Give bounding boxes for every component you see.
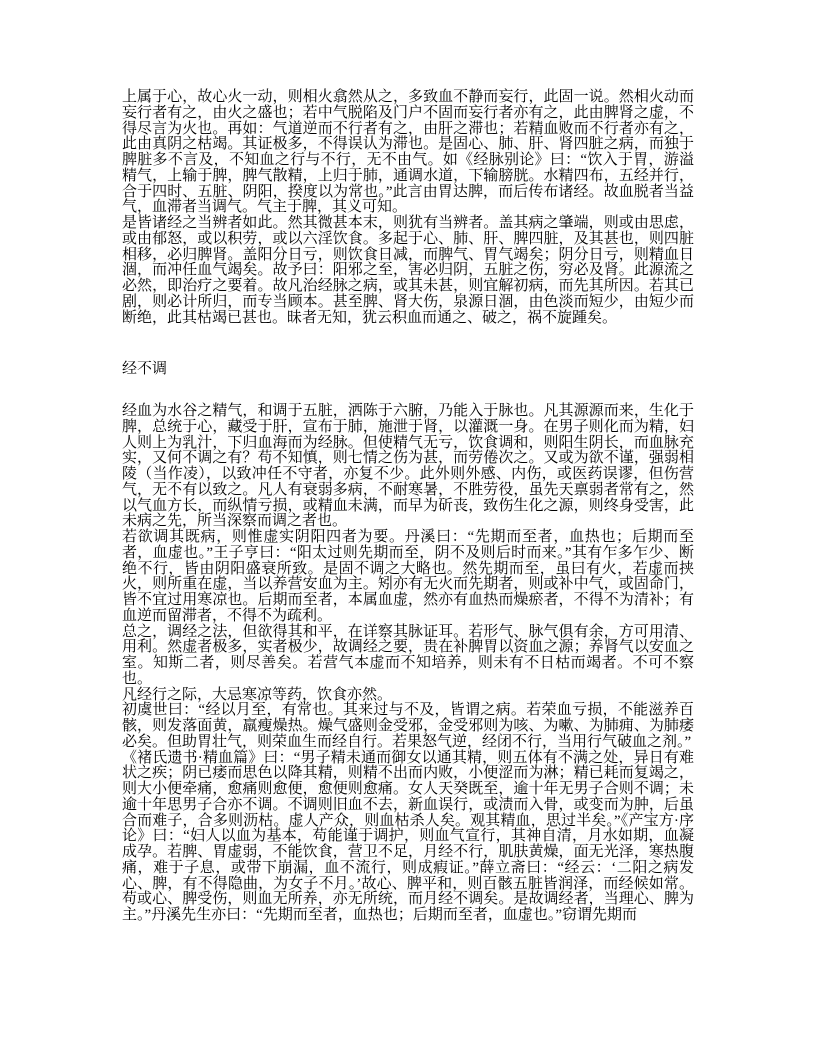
- body-paragraph-2: 若欲调其既病，则惟虚实阴阳四者为要。丹溪曰：“先期而至者，血热也；后期而至者，血虚也。”王子亨曰：“阳太过则先期而至，阴不及则后时而来。”其有乍多乍少、断绝不行，皆由阴阳盛衰所致。是固不调之大略也。然先期而至，虽曰有火，若虚而挟火，则所重在虚，当以养营安血为主。矧亦有无火而先期者，则或补中气，或固命门，皆不宜过用寒凉也。后期而至者，本属血虚，然亦有血热而燥瘀者，不得不为清补；有血逆而留滞者，不得不为疏利。: [122, 529, 694, 624]
- body-section: [122, 404, 694, 924]
- intro-paragraph-2: 是皆诸经之当辨者如此。然其微甚本末，则犹有当辨者。盖其病之肇端，则或由思虑，或由郁怒，或以积劳，或以六淫饮食。多起于心、肺、肝、脾四脏，及其甚也，则四脏相移，必归脾肾。盖阳分日亏，则饮食日减，而脾气、胃气竭矣；阴分日亏，则精血日涸，而冲任血气竭矣。故予曰：阳邪之至，害必归阴，五脏之伤，穷必及肾。此源流之必然，即治疗之要着。故凡治经脉之病，或其未甚，则宜解初病，而先其所因。若其已剧，则必计所归，而专当顾本。甚至脾、肾大伤，泉源日涸，由色淡而短少，由短少而断绝，此其枯竭已甚也。昧者无知，犹云积血而通之、破之，祸不旋踵矣。: [122, 215, 694, 326]
- body-paragraph-3: 总之，调经之法，但欲得其和平，在详察其脉证耳。若形气、脉气俱有余，方可用清、用利。然虚者极多，实者极少，故调经之要，贵在补脾胃以资血之源；养肾气以安血之室。知斯二者，则尽善矣。若营气本虚而不知培养，则未有不日枯而竭者。不可不察也。: [122, 623, 694, 687]
- section-heading: 经不调: [122, 361, 168, 378]
- body-paragraph-5: 初虞世曰：“经以月至，有常也。其来过与不及，皆谓之病。若荣血亏损，不能滋养百骸，则发落面黄，羸瘦燥热。燥气盛则金受邪，金受邪则为咳、为嗽、为肺痈、为肺痿必矣。但助胃壮气，则荣血生而经自行。若果怒气逆，经闭不行，当用行气破血之剂。”: [122, 702, 694, 750]
- body-paragraph-6: 《褚氏遗书·精血篇》曰：“男子精未通而御女以通其精，则五体有不满之处，异日有难状之疾；阴已痿而思色以降其精，则精不出而内败，小便涩而为淋；精已耗而复竭之，则大小便牵痛，愈痛则愈便，愈便则愈痛。女人天癸既至，逾十年无男子合则不调；未逾十年思男子合亦不调。不调则旧血不去，新血误行，或渍而入骨，或变而为肿，后虽合而难子，合多则沥枯。虚人产众，则血枯杀人矣。观其精血，思过半矣。”《产宝方·序论》曰：“妇人以血为基本，苟能谨于调护，则血气宣行，其神自清，月水如期，血凝成孕。若脾、胃虚弱，不能饮食，营卫不足，月经不行，肌肤黄燥，面无光泽，寒热腹痛，难于子息，或带下崩漏，血不流行，则成瘕证。”薛立斋曰：“经云：‘二阳之病发心、脾，有不得隐曲，为女子不月。’故心、脾平和，则百骸五脏皆润泽，而经候如常。苟或心、脾受伤，则血无所养，亦无所统，而月经不调矣。是故调经者，当理心、脾为主。”丹溪先生亦曰：“先期而至者，血热也；后期而至者，血虚也。”窃谓先期而: [122, 749, 694, 923]
- body-paragraph-1: 经血为水谷之精气，和调于五脏，洒陈于六腑，乃能入于脉也。凡其源源而来，生化于脾，总统于心，藏受于肝，宣布于肺，施泄于肾，以灌溉一身。在男子则化而为精，妇人则上为乳汁，下归血海而为经脉。但使精气无亏，饮食调和，则阳生阴长，而血脉充实，又何不调之有？苟不知慎，则七情之伤为甚，而劳倦次之。又或为欲不谨，强弱相陵（当作凌），以致冲任不守者，亦复不少。此外则外感、内伤，或医药误谬，但伤营气，无不有以致之。凡人有衰弱多病，不耐寒暑，不胜劳役，虽先天禀弱者常有之，然以气血方长，而纵情亏损，或精血未满，而早为斫丧，致伤生化之源，则终身受害，此未病之先，所当深察而调之者也。: [122, 403, 694, 530]
- intro-section: [122, 90, 694, 326]
- body-paragraph-4: 凡经行之际，大忌寒凉等药，饮食亦然。: [122, 686, 393, 703]
- intro-paragraph-1: 上属于心，故心火一动，则相火翕然从之，多致血不静而妄行，此固一说。然相火动而妄行者有之，由火之盛也；若中气脱陷及门户不固而妄行者亦有之，此由脾肾之虚，不得尽言为火也。再如：气道逆而不行者有之，由肝之滞也；若精血败而不行者亦有之，此由真阴之枯竭。其证极多，不得误认为滞也。是固心、肺、肝、肾四脏之病，而独于脾脏多不言及，不知血之行与不行，无不由气。如《经脉别论》曰：“饮入于胃，游溢精气，上输于脾，脾气散精，上归于肺，通调水道，下输膀胱。水精四布，五经并行，合于四时、五脏、阴阳，揆度以为常也。”此言由胃达脾，而后传布诸经。故血脱者当益气，血滞者当调气。气主于脾，其义可知。: [122, 89, 694, 216]
